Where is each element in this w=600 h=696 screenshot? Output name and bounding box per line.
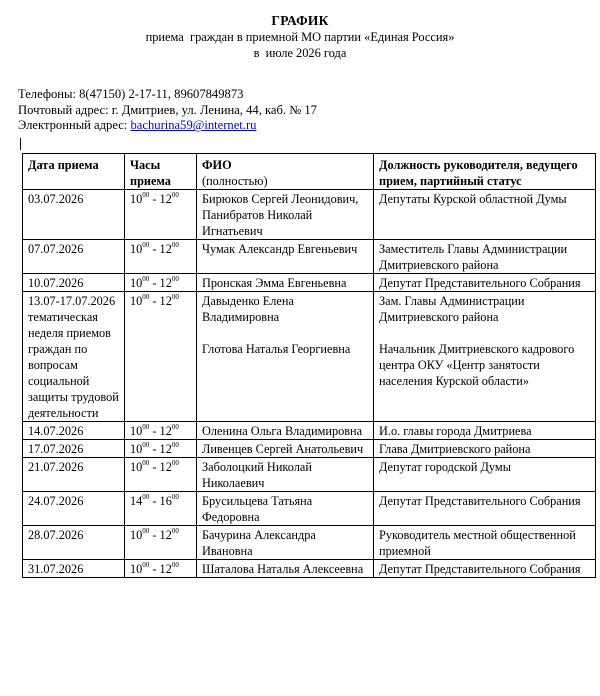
table-row bbox=[23, 526, 596, 560]
text-cursor bbox=[20, 138, 21, 150]
cell-date: 17.07.2026 bbox=[23, 440, 125, 458]
fio-text: Шаталова Наталья Алексеевна bbox=[202, 562, 364, 576]
cell-date: 07.07.2026 bbox=[23, 240, 125, 274]
end-hour: 12 bbox=[159, 562, 172, 576]
time-separator: - bbox=[149, 192, 160, 206]
position-text: Руководитель местной общественной приемной bbox=[379, 528, 576, 558]
time-separator: - bbox=[149, 460, 160, 474]
start-minutes: 00 bbox=[142, 240, 150, 249]
fio-text: Чумак Александр Евгеньевич bbox=[202, 242, 358, 256]
cell-date: 28.07.2026 bbox=[23, 526, 125, 560]
time-separator: - bbox=[149, 276, 160, 290]
end-hour: 12 bbox=[159, 442, 172, 456]
cell-position bbox=[374, 292, 596, 422]
fio-text: Ливенцев Сергей Анатольевич bbox=[202, 442, 364, 456]
cell-position bbox=[374, 190, 596, 240]
end-hour: 12 bbox=[159, 242, 172, 256]
cell-position bbox=[374, 526, 596, 560]
position-text: Зам. Главы Администрации Дмитриевского района bbox=[379, 294, 525, 324]
table-row bbox=[23, 492, 596, 526]
document-subtitle: приема граждан в приемной МО партии «Единая Россия» bbox=[145, 30, 455, 44]
cell-hours bbox=[125, 458, 197, 492]
end-minutes: 00 bbox=[171, 492, 179, 501]
position-text: Депутаты Курской областной Думы bbox=[379, 192, 567, 206]
col-header-hours: Часы приема bbox=[125, 154, 197, 190]
end-hour: 12 bbox=[159, 294, 172, 308]
end-minutes: 00 bbox=[171, 274, 179, 283]
table-row bbox=[23, 422, 596, 440]
end-minutes: 00 bbox=[171, 526, 179, 535]
cell-date: 10.07.2026 bbox=[23, 274, 125, 292]
time-separator: - bbox=[149, 494, 160, 508]
fio-text: Давыденко Елена Владимировна bbox=[202, 294, 294, 324]
start-minutes: 00 bbox=[142, 292, 150, 301]
cell-fio bbox=[197, 492, 374, 526]
fio-text: Бачурина Александра Ивановна bbox=[202, 528, 316, 558]
fio-text: Оленина Ольга Владимировна bbox=[202, 424, 363, 438]
start-minutes: 00 bbox=[142, 440, 150, 449]
fio-text: Заболоцкий Николай Николаевич bbox=[202, 460, 312, 490]
time-separator: - bbox=[149, 442, 160, 456]
start-minutes: 00 bbox=[142, 560, 150, 569]
cell-fio bbox=[197, 240, 374, 274]
table-header-row bbox=[23, 154, 596, 190]
end-hour: 12 bbox=[159, 460, 172, 474]
cell-fio bbox=[197, 458, 374, 492]
cell-fio bbox=[197, 292, 374, 422]
start-minutes: 00 bbox=[142, 190, 150, 199]
start-hour: 10 bbox=[130, 276, 143, 290]
time-separator: - bbox=[149, 242, 160, 256]
email-link[interactable]: bachurina59@internet.ru bbox=[130, 118, 257, 133]
col-header-fio-note: (полностью) bbox=[202, 174, 268, 188]
table-row bbox=[23, 458, 596, 492]
cell-fio bbox=[197, 274, 374, 292]
cell-position bbox=[374, 560, 596, 578]
fio-text-second: Глотова Наталья Георгиевна bbox=[202, 342, 351, 356]
start-hour: 10 bbox=[130, 192, 143, 206]
schedule-table bbox=[22, 153, 596, 578]
email-label: Электронный адрес: bbox=[18, 118, 131, 133]
cell-fio bbox=[197, 422, 374, 440]
start-hour: 10 bbox=[130, 242, 143, 256]
spacer bbox=[202, 325, 369, 341]
cell-hours bbox=[125, 560, 197, 578]
col-header-position: Должность руководителя, ведущего прием, партийный статус bbox=[374, 154, 596, 190]
cell-position bbox=[374, 240, 596, 274]
spacer bbox=[379, 325, 591, 341]
cell-position bbox=[374, 422, 596, 440]
end-minutes: 00 bbox=[171, 292, 179, 301]
cell-fio bbox=[197, 526, 374, 560]
cell-date: 13.07-17.07.2026 тематическая неделя приемов граждан по вопросам социальной защиты трудовой деятельности bbox=[23, 292, 125, 422]
fio-text: Бирюков Сергей Леонидович, Панибратов Николай Игнатьевич bbox=[202, 192, 359, 238]
address-line: Почтовый адрес: г. Дмитриев, ул. Ленина, 44, каб. № 17 bbox=[18, 102, 317, 117]
start-hour: 10 bbox=[130, 294, 143, 308]
cell-date: 31.07.2026 bbox=[23, 560, 125, 578]
phones-line: Телефоны: 8(47150) 2-17-11, 89607849873 bbox=[18, 87, 244, 101]
cell-fio bbox=[197, 190, 374, 240]
fio-text: Пронская Эмма Евгеньевна bbox=[202, 276, 347, 290]
col-header-fio-label: ФИО bbox=[202, 158, 232, 172]
start-minutes: 00 bbox=[142, 422, 150, 431]
cell-position bbox=[374, 440, 596, 458]
table-row bbox=[23, 274, 596, 292]
start-minutes: 00 bbox=[142, 458, 150, 467]
cell-fio bbox=[197, 560, 374, 578]
col-header-fio bbox=[197, 154, 374, 190]
fio-text: Брусильцева Татьяна Федоровна bbox=[202, 494, 313, 524]
table-row bbox=[23, 240, 596, 274]
position-text: Депутат Представительного Собрания bbox=[379, 494, 581, 508]
start-hour: 14 bbox=[130, 494, 143, 508]
cell-hours bbox=[125, 422, 197, 440]
position-text: Депутат Представительного Собрания bbox=[379, 276, 581, 290]
cell-date: 21.07.2026 bbox=[23, 458, 125, 492]
cell-hours bbox=[125, 292, 197, 422]
cell-hours bbox=[125, 526, 197, 560]
end-minutes: 00 bbox=[171, 422, 179, 431]
cell-date: 14.07.2026 bbox=[23, 422, 125, 440]
position-text: Глава Дмитриевского района bbox=[379, 442, 531, 456]
col-header-date: Дата приема bbox=[23, 154, 125, 190]
end-minutes: 00 bbox=[171, 560, 179, 569]
position-text: Депутат городской Думы bbox=[379, 460, 511, 474]
cell-hours bbox=[125, 190, 197, 240]
schedule-rows bbox=[23, 190, 596, 578]
start-hour: 10 bbox=[130, 528, 143, 542]
cell-hours bbox=[125, 440, 197, 458]
email-line bbox=[18, 118, 317, 134]
end-hour: 12 bbox=[159, 276, 172, 290]
document-title: ГРАФИК bbox=[271, 13, 329, 28]
document-period: в июле 2026 года bbox=[253, 46, 347, 60]
start-minutes: 00 bbox=[142, 274, 150, 283]
table-row bbox=[23, 190, 596, 240]
start-hour: 10 bbox=[130, 442, 143, 456]
cell-hours bbox=[125, 240, 197, 274]
position-text: Депутат Представительного Собрания bbox=[379, 562, 581, 576]
table-row bbox=[23, 440, 596, 458]
cell-date: 24.07.2026 bbox=[23, 492, 125, 526]
cell-hours bbox=[125, 492, 197, 526]
end-minutes: 00 bbox=[171, 458, 179, 467]
end-hour: 12 bbox=[159, 192, 172, 206]
position-text-second: Начальник Дмитриевского кадрового центра ОКУ «Центр занятости населения Курской области» bbox=[379, 342, 575, 388]
start-hour: 10 bbox=[130, 562, 143, 576]
cell-position bbox=[374, 458, 596, 492]
end-minutes: 00 bbox=[171, 190, 179, 199]
end-minutes: 00 bbox=[171, 240, 179, 249]
table-row bbox=[23, 560, 596, 578]
cell-fio bbox=[197, 440, 374, 458]
end-hour: 16 bbox=[159, 494, 172, 508]
cell-hours bbox=[125, 274, 197, 292]
start-hour: 10 bbox=[130, 424, 143, 438]
time-separator: - bbox=[149, 424, 160, 438]
cell-position bbox=[374, 274, 596, 292]
position-text: Заместитель Главы Администрации Дмитриевского района bbox=[379, 242, 568, 272]
time-separator: - bbox=[149, 562, 160, 576]
start-hour: 10 bbox=[130, 460, 143, 474]
time-separator: - bbox=[149, 528, 160, 542]
table-row bbox=[23, 292, 596, 422]
cell-position bbox=[374, 492, 596, 526]
start-minutes: 00 bbox=[142, 492, 150, 501]
end-hour: 12 bbox=[159, 528, 172, 542]
contact-block bbox=[18, 87, 317, 134]
end-hour: 12 bbox=[159, 424, 172, 438]
end-minutes: 00 bbox=[171, 440, 179, 449]
cell-date: 03.07.2026 bbox=[23, 190, 125, 240]
position-text: И.о. главы города Дмитриева bbox=[379, 424, 532, 438]
time-separator: - bbox=[149, 294, 160, 308]
start-minutes: 00 bbox=[142, 526, 150, 535]
